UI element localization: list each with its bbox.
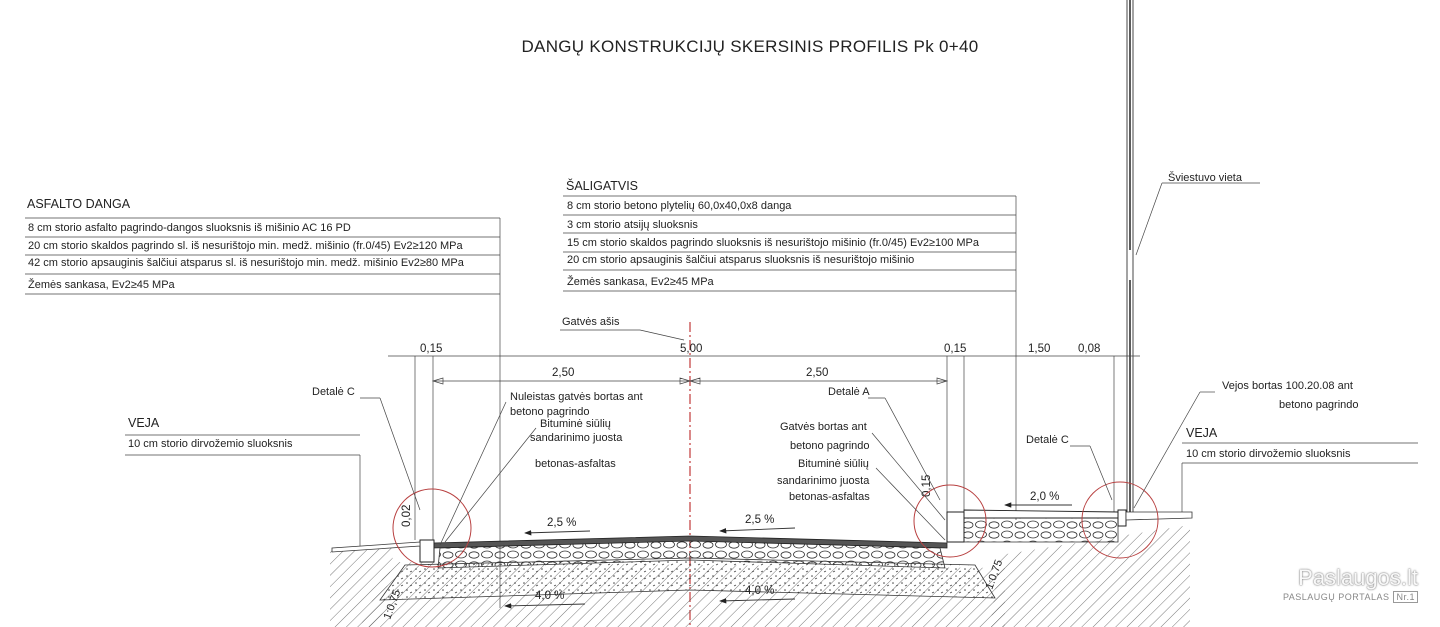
dim-015-right: 0,15 [944, 343, 967, 355]
seal-left-label-2: sandarinimo juosta [530, 432, 623, 444]
asphalt-layer-3: 42 cm storio apsauginis šalčiui atsparus sl. iš nesurištojo min. medž. mišinio Ev2≥80 MPa [28, 257, 464, 269]
lawn-left-layer: 10 cm storio dirvožemio sluoksnis [128, 438, 293, 450]
ground-structure [330, 510, 1192, 627]
seal-left-label-3: betonas-asfaltas [535, 458, 616, 470]
slope-road-right: 2,5 % [745, 514, 775, 526]
watermark-badge: Nr.1 [1393, 591, 1418, 603]
sidewalk-layer-1: 8 cm storio betono plytelių 60,0x40,0x8 danga [567, 200, 792, 212]
dim-500: 5,00 [680, 343, 703, 355]
seal-right-label-3: betonas-asfaltas [789, 491, 870, 503]
lawn-curb-label-1: Vejos bortas 100.20.08 ant [1222, 380, 1353, 392]
sidewalk-heading: ŠALIGATVIS [566, 179, 639, 193]
curb-label-1: Gatvės bortas ant [780, 421, 867, 433]
watermark-sub [1283, 591, 1418, 603]
asphalt-heading: ASFALTO DANGA [27, 197, 131, 211]
lowered-curb-label-1: Nuleistas gatvės bortas ant [510, 391, 643, 403]
dim-150: 1,50 [1028, 343, 1051, 355]
watermark [1283, 565, 1418, 603]
seal-left-label-1: Bituminė siūlių [540, 418, 611, 430]
annotations [312, 380, 1359, 545]
detail-a-label: Detalė A [828, 386, 870, 398]
seal-right-label-2: sandarinimo juosta [777, 475, 870, 487]
lawn-right-table [1182, 426, 1418, 515]
dim-015-vert: 0,15 [921, 474, 933, 497]
lawn-right-layer: 10 cm storio dirvožemio sluoksnis [1186, 448, 1351, 460]
sidewalk-layer-2: 3 cm storio atsijų sluoksnis [567, 219, 698, 231]
slope-sub-right: 4,0 % [745, 585, 775, 597]
detail-c-right-label: Detalė C [1026, 434, 1069, 446]
curb-label-2: betono pagrindo [790, 440, 870, 452]
lawn-left-heading: VEJA [128, 416, 160, 430]
asphalt-layer-1: 8 cm storio asfalto pagrindo-dangos sluoksnis iš mišinio AC 16 PD [28, 222, 351, 234]
watermark-sub-text: PASLAUGŲ PORTALAS [1282, 592, 1390, 602]
asphalt-layer-4: Žemės sankasa, Ev2≥45 MPa [28, 279, 175, 291]
sidewalk-layer-5: Žemės sankasa, Ev2≥45 MPa [567, 276, 714, 288]
dim-250-right: 2,50 [806, 367, 829, 379]
lowered-curb-label-2: betono pagrindo [510, 406, 590, 418]
lawn-curb-label-2: betono pagrindo [1279, 399, 1359, 411]
watermark-brand: Paslaugos.lt [1298, 565, 1418, 590]
sidewalk-layer-3: 15 cm storio skaldos pagrindo sluoksnis iš nesurištojo mišinio (fr.0/45) Ev2≥100 MPa [567, 237, 980, 249]
slope-sidewalk: 2,0 % [1030, 491, 1060, 503]
slope-road-left: 2,5 % [547, 517, 577, 529]
dim-250-left: 2,50 [552, 367, 575, 379]
dim-015-left: 0,15 [420, 343, 443, 355]
asphalt-layer-2: 20 cm storio skaldos pagrindo sl. iš nesurištojo min. medž. mišinio (fr.0/45) Ev2≥120 MPa [28, 240, 463, 252]
detail-c-left-label: Detalė C [312, 386, 355, 398]
lamp-label: Šviestuvo vieta [1168, 172, 1242, 184]
drawing-title: DANGŲ KONSTRUKCIJŲ SKERSINIS PROFILIS Pk 0+40 [521, 37, 979, 56]
seal-right-label-1: Bituminė siūlių [798, 458, 869, 470]
sidewalk-layer-4: 20 cm storio apsauginis šalčiui atsparus sluoksnis iš nesurištojo mišinio [567, 254, 915, 266]
axis-label: Gatvės ašis [562, 316, 620, 328]
lawn-right-heading: VEJA [1186, 426, 1218, 440]
dim-002: 0,02 [401, 504, 413, 527]
lawn-left-table [125, 416, 360, 548]
dim-008: 0,08 [1078, 343, 1101, 355]
slope-sub-left: 4,0 % [535, 590, 565, 602]
